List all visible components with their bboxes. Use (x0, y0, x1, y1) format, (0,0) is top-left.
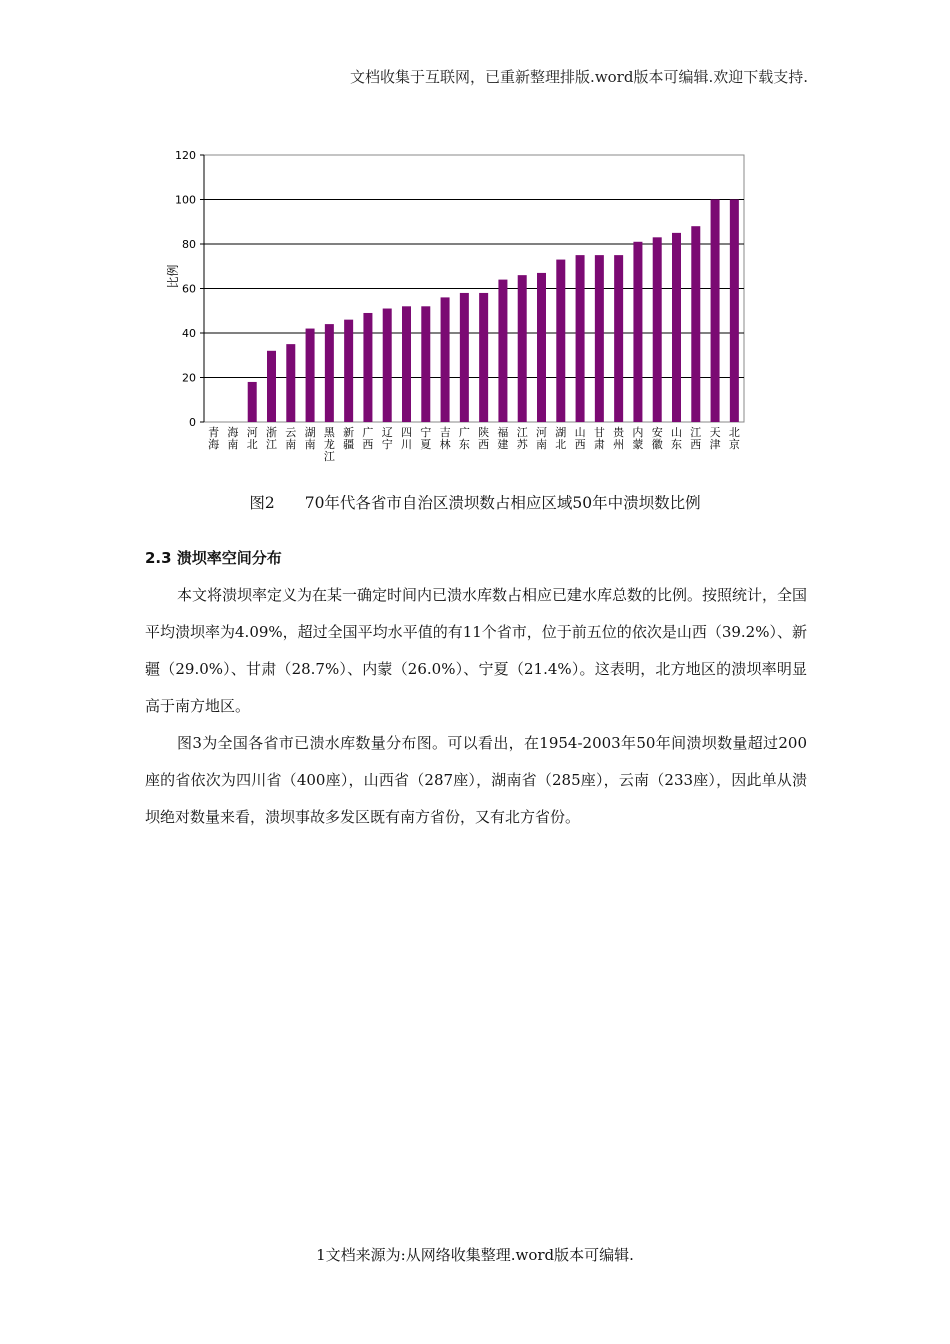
bar (537, 273, 546, 422)
x-tick-label: 辽宁 (381, 426, 393, 451)
bar (441, 297, 450, 422)
bar (672, 233, 681, 422)
figure-caption-text: 70年代各省市自治区溃坝数占相应区域50年中溃坝数比例 (304, 494, 701, 512)
x-tick-label: 陕西 (478, 426, 490, 451)
bar (421, 306, 430, 422)
y-tick-label: 120 (175, 149, 196, 162)
x-tick-label: 四川 (401, 426, 412, 451)
x-tick-label: 山东 (671, 426, 682, 451)
bar (498, 280, 507, 422)
x-tick-label: 安徽 (651, 426, 663, 451)
bar (614, 255, 623, 422)
x-tick-label: 海南 (227, 426, 239, 451)
bar (460, 293, 469, 422)
x-tick-label: 黑龙江 (323, 426, 335, 463)
bar (325, 324, 334, 422)
bar (595, 255, 604, 422)
bar-chart (160, 145, 760, 475)
page-footer: 1文档来源为:从网络收集整理.word版本可编辑. (316, 1246, 634, 1264)
x-tick-label: 江西 (690, 426, 702, 451)
bar (633, 242, 642, 422)
bar (576, 255, 585, 422)
bar (711, 200, 720, 423)
figure-caption (0, 491, 950, 513)
figure-number: 图2 (249, 494, 275, 512)
y-tick-label: 0 (189, 416, 196, 429)
bar (383, 309, 392, 422)
bar (306, 329, 315, 422)
x-tick-label: 河北 (246, 426, 258, 451)
x-tick-label: 江苏 (516, 426, 528, 451)
bar (248, 382, 257, 422)
x-tick-label: 宁夏 (420, 426, 432, 451)
paragraph-2: 图3为全国各省市已溃水库数量分布图。可以看出，在1954-2003年50年间溃坝数量超过200座的省依次为四川省（400座），山西省（287座），湖南省（285座），云南（233座），因此单从溃坝绝对数量来看，溃坝事故多发区既有南方省份，又有北方省份。 (145, 734, 807, 826)
x-tick-label: 广东 (458, 426, 470, 451)
y-axis-label: 比例 (166, 264, 180, 289)
bar (691, 226, 700, 422)
section-title: 2.3 溃坝率空间分布 (145, 549, 282, 567)
x-tick-label: 山西 (574, 426, 586, 451)
y-tick-label: 80 (182, 238, 196, 251)
x-tick-label: 广西 (362, 426, 374, 451)
y-tick-label: 100 (175, 193, 196, 207)
x-tick-label: 湖南 (304, 426, 316, 451)
x-tick-label: 云南 (285, 426, 297, 451)
y-tick-label: 20 (182, 371, 196, 385)
bar (344, 320, 353, 422)
x-tick-label: 北京 (728, 426, 740, 451)
bar (556, 260, 565, 422)
bar (267, 351, 276, 422)
paragraph-1: 本文将溃坝率定义为在某一确定时间内已溃水库数占相应已建水库总数的比例。按照统计，全国平均溃坝率为4.09%，超过全国平均水平值的有11个省市，位于前五位的依次是山西（39.2%）、新疆（29.0%）、甘肃（28.7%）、内蒙（26.0%）、宁夏（21.4%）。这表明，北方地区的溃坝率明显高于南方地区。 (145, 586, 808, 715)
bar (286, 344, 295, 422)
bar (402, 306, 411, 422)
bar (518, 275, 527, 422)
y-tick-label: 40 (182, 327, 196, 340)
x-tick-label: 湖北 (555, 426, 567, 451)
x-tick-label: 内蒙 (632, 426, 644, 451)
bar (653, 237, 662, 422)
x-tick-label: 福建 (497, 426, 509, 451)
bar (363, 313, 372, 422)
x-tick-label: 河南 (536, 426, 547, 451)
page-header: 文档收集于互联网，已重新整理排版.word版本可编辑.欢迎下载支持. (350, 68, 808, 86)
x-tick-label: 吉林 (439, 426, 451, 451)
x-tick-label: 浙江 (266, 426, 277, 451)
bar (479, 293, 488, 422)
x-tick-label: 甘肃 (593, 426, 605, 451)
x-tick-label: 青海 (208, 426, 220, 451)
x-tick-label: 天津 (709, 426, 721, 451)
y-tick-label: 60 (182, 282, 196, 296)
x-tick-label: 贵州 (613, 426, 625, 451)
chart-svg (160, 145, 760, 475)
bar (730, 200, 739, 423)
x-tick-label: 新疆 (343, 426, 355, 451)
